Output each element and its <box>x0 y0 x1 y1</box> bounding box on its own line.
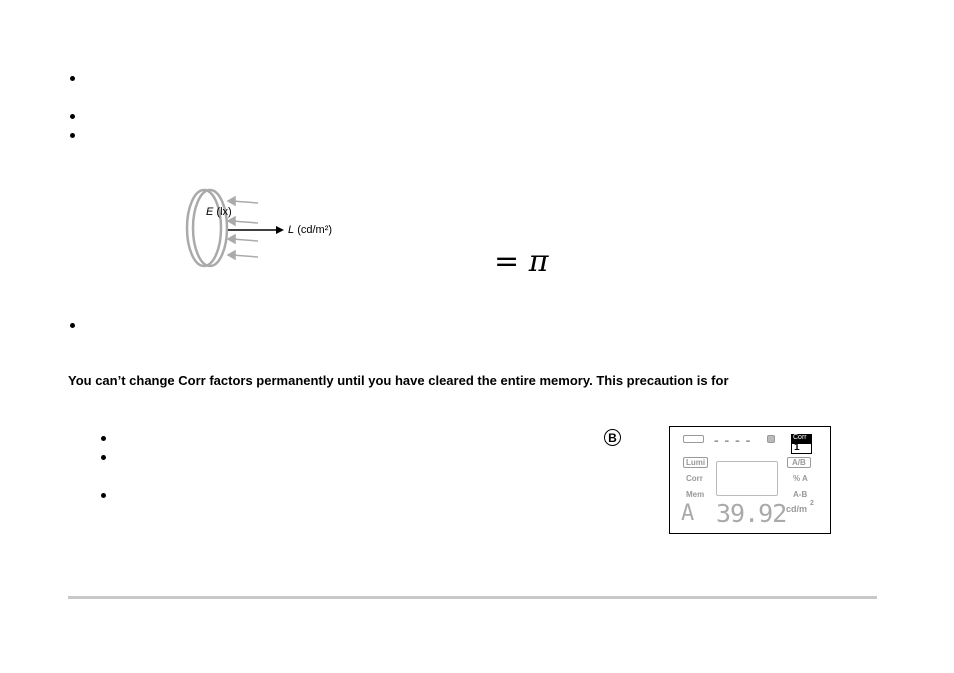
luminance-label <box>288 224 332 236</box>
percent-a-indicator: % A <box>793 474 808 483</box>
lcd-channel-letter: A <box>681 501 695 526</box>
e-unit: (lx) <box>216 206 232 218</box>
lcd-reading: 39.92 <box>716 499 787 528</box>
diffuser-disc-graphic <box>180 185 360 270</box>
bullet <box>70 133 75 138</box>
lumi-label: Lumi <box>686 458 706 467</box>
ab-label: A/B <box>792 458 806 467</box>
lcd-graph-area <box>716 461 778 496</box>
pi-symbol: π <box>528 244 549 279</box>
lumi-indicator <box>683 457 708 468</box>
bullet <box>101 455 106 460</box>
lcd-small-square-icon <box>767 435 775 443</box>
ab-indicator <box>787 457 811 468</box>
l-unit: (cd/m²) <box>297 224 333 236</box>
lcd-unit: cd/m <box>786 504 808 514</box>
lcd-unit-superscript: 2 <box>810 500 814 507</box>
b-button-icon <box>604 429 621 446</box>
lcd-dashes: - - - - <box>714 432 752 448</box>
footer-divider <box>68 596 877 599</box>
bullet <box>70 76 75 81</box>
a-minus-b-indicator: A-B <box>793 490 808 499</box>
bullet <box>101 493 106 498</box>
equals-sign: = <box>494 244 520 279</box>
lcd-display <box>669 426 831 534</box>
corr-indicator: Corr <box>686 474 703 483</box>
l-symbol: L <box>288 224 295 236</box>
corr-box-value: 1 <box>794 442 800 453</box>
mem-indicator: Mem <box>686 490 705 499</box>
bullet <box>70 114 75 119</box>
formula-equals-pi <box>494 244 548 279</box>
corr-warning-text: You can’t change Corr factors permanently until you have cleared the entire memory. This precaution is for <box>68 373 729 388</box>
illuminance-diagram <box>180 185 360 270</box>
corr-box <box>791 434 812 454</box>
battery-icon <box>683 435 704 443</box>
e-symbol: E <box>206 206 214 218</box>
corr-box-label: Corr <box>793 434 807 441</box>
illuminance-label <box>206 206 232 218</box>
b-icon-letter: B <box>608 430 617 445</box>
bullet <box>101 436 106 441</box>
bullet <box>70 323 75 328</box>
